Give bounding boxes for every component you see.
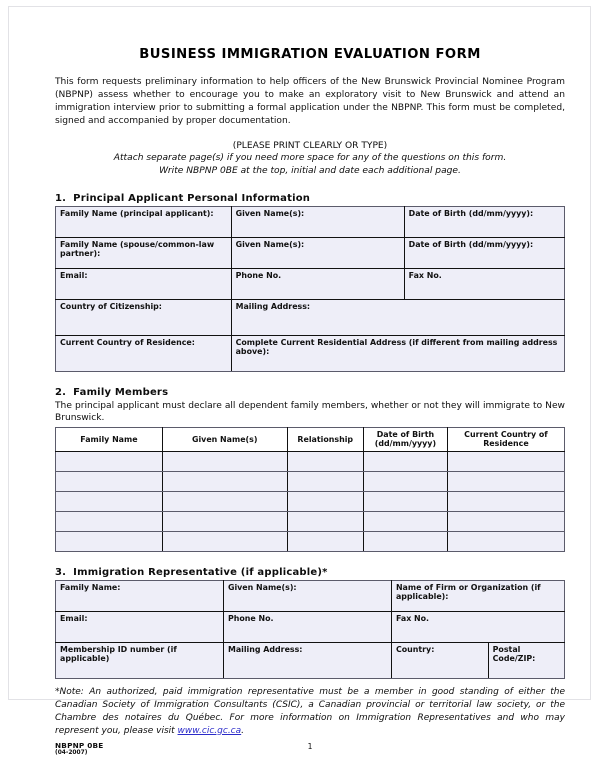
immigration-representative-table (55, 580, 565, 679)
table-row (56, 299, 565, 335)
page-footer (55, 741, 565, 763)
cell-dob-principal[interactable]: Date of Birth (dd/mm/yyyy): (404, 206, 564, 237)
cell-given-names-spouse[interactable]: Given Name(s): (231, 237, 404, 268)
family-members-table (55, 427, 565, 552)
cell-current-country-of-residence[interactable]: Current Country of Residence: (56, 335, 232, 371)
section-1-number: 1. (55, 192, 67, 204)
form-revision-date: (04-2007) (55, 749, 88, 756)
dob-header-line-1: Date of Birth (376, 429, 435, 439)
form-code: NBPNP 0BE (55, 740, 104, 750)
cell-family-name[interactable] (56, 511, 163, 531)
cell-relationship[interactable] (287, 491, 363, 511)
section-2-title: Family Members (73, 386, 169, 398)
cell-rep-country[interactable]: Country: (391, 642, 488, 678)
section-2-number: 2. (55, 386, 67, 398)
cell-family-name-principal[interactable]: Family Name (principal applicant): (56, 206, 232, 237)
cell-given-names[interactable] (162, 511, 287, 531)
table-row (56, 237, 565, 268)
cell-rep-postal-code[interactable]: Postal Code/ZIP: (488, 642, 564, 678)
table-row (56, 511, 565, 531)
table-row (56, 206, 565, 237)
column-header-family-name: Family Name (56, 427, 163, 451)
cell-rep-membership-id[interactable]: Membership ID number (if applicable) (56, 642, 224, 678)
dob-header-line-2: (dd/mm/yyyy) (374, 439, 437, 449)
cell-relationship[interactable] (287, 511, 363, 531)
cell-date-of-birth[interactable] (363, 531, 447, 551)
section-2-subtext: The principal applicant must declare all dependent family members, whether or not they will immigrate to New Brunswick. (55, 400, 565, 424)
cell-mailing-address[interactable]: Mailing Address: (231, 299, 564, 335)
cell-rep-fax-no[interactable]: Fax No. (391, 611, 564, 642)
intro-paragraph: This form requests preliminary information to help officers of the New Brunswick Provincial Nominee Program (NBPNP) assess whether to encourage you to make an exploratory visit to New Brunswick and attend an immigration interview prior to submitting a formal application under the NBPNP. This form must be completed, signed and accompanied by proper documentation. (55, 77, 565, 126)
cell-current-residential-address[interactable]: Complete Current Residential Address (if different from mailing address above): (231, 335, 564, 371)
page-title: BUSINESS IMMIGRATION EVALUATION FORM (139, 47, 481, 62)
cell-phone-no[interactable]: Phone No. (231, 268, 404, 299)
cell-email[interactable]: Email: (56, 268, 232, 299)
cell-country-of-citizenship[interactable]: Country of Citizenship: (56, 299, 232, 335)
cell-fax-no[interactable]: Fax No. (404, 268, 564, 299)
cell-relationship[interactable] (287, 531, 363, 551)
cell-date-of-birth[interactable] (363, 491, 447, 511)
cell-country-of-residence[interactable] (447, 491, 564, 511)
cell-country-of-residence[interactable] (447, 451, 564, 471)
cell-family-name[interactable] (56, 531, 163, 551)
cell-family-name[interactable] (56, 491, 163, 511)
column-header-current-country-of-residence: Current Country of Residence (447, 427, 564, 451)
cell-given-names[interactable] (162, 451, 287, 471)
family-members-rows (56, 451, 565, 551)
table-row (56, 642, 565, 678)
table-row (56, 268, 565, 299)
document-page (8, 6, 591, 756)
footnote-text-end: . (241, 725, 245, 736)
cell-rep-mailing-address[interactable]: Mailing Address: (223, 642, 391, 678)
cell-dob-spouse[interactable]: Date of Birth (dd/mm/yyyy): (404, 237, 564, 268)
section-2-heading (55, 387, 565, 398)
section-1-title: Principal Applicant Personal Information (73, 192, 311, 204)
cell-date-of-birth[interactable] (363, 451, 447, 471)
table-row (56, 580, 565, 611)
print-instructions (55, 140, 565, 178)
table-row (56, 335, 565, 371)
cell-family-name-spouse[interactable]: Family Name (spouse/common-law partner): (56, 237, 232, 268)
cell-rep-email[interactable]: Email: (56, 611, 224, 642)
section-3-title: Immigration Representative (if applicable)* (73, 566, 328, 578)
section-3-heading (55, 567, 565, 578)
cell-relationship[interactable] (287, 451, 363, 471)
page-content (55, 47, 565, 763)
table-row (56, 451, 565, 471)
table-row (56, 491, 565, 511)
attach-note-line-2: Write NBPNP 0BE at the top, initial and date each additional page. (159, 166, 461, 177)
attach-note-line-1: Attach separate page(s) if you need more space for any of the questions on this form. (113, 153, 507, 164)
cell-country-of-residence[interactable] (447, 511, 564, 531)
table-row (56, 611, 565, 642)
section-3-number: 3. (55, 566, 67, 578)
principal-applicant-table (55, 206, 565, 372)
cell-given-names[interactable] (162, 531, 287, 551)
footnote-text: *Note: An authorized, paid immigration representative must be a member in good standing of either the Canadian Society of Immigration Consultants (CSIC), a Canadian provincial or territorial law society, or the Chambre des notaires du Québec. For more information on Immigration Representatives and who may represent you, please visit (55, 686, 565, 736)
cell-given-names[interactable] (162, 491, 287, 511)
cell-rep-phone-no[interactable]: Phone No. (223, 611, 391, 642)
print-notice: (PLEASE PRINT CLEARLY OR TYPE) (232, 140, 388, 151)
cell-rep-firm-name[interactable]: Name of Firm or Organization (if applicable): (391, 580, 564, 611)
cell-given-names[interactable] (162, 471, 287, 491)
cell-date-of-birth[interactable] (363, 511, 447, 531)
cell-country-of-residence[interactable] (447, 531, 564, 551)
cell-rep-given-names[interactable]: Given Name(s): (223, 580, 391, 611)
cell-date-of-birth[interactable] (363, 471, 447, 491)
cell-family-name[interactable] (56, 471, 163, 491)
column-header-relationship: Relationship (287, 427, 363, 451)
table-row (56, 471, 565, 491)
table-header-row (56, 427, 565, 451)
page-number: 1 (307, 741, 313, 751)
cell-family-name[interactable] (56, 451, 163, 471)
cic-website-link[interactable]: www.cic.gc.ca (177, 725, 242, 736)
cell-rep-family-name[interactable]: Family Name: (56, 580, 224, 611)
section-1-heading (55, 193, 565, 204)
column-header-given-names: Given Name(s) (162, 427, 287, 451)
column-header-date-of-birth (363, 427, 447, 451)
cell-country-of-residence[interactable] (447, 471, 564, 491)
table-row (56, 531, 565, 551)
cell-relationship[interactable] (287, 471, 363, 491)
cell-given-names-principal[interactable]: Given Name(s): (231, 206, 404, 237)
